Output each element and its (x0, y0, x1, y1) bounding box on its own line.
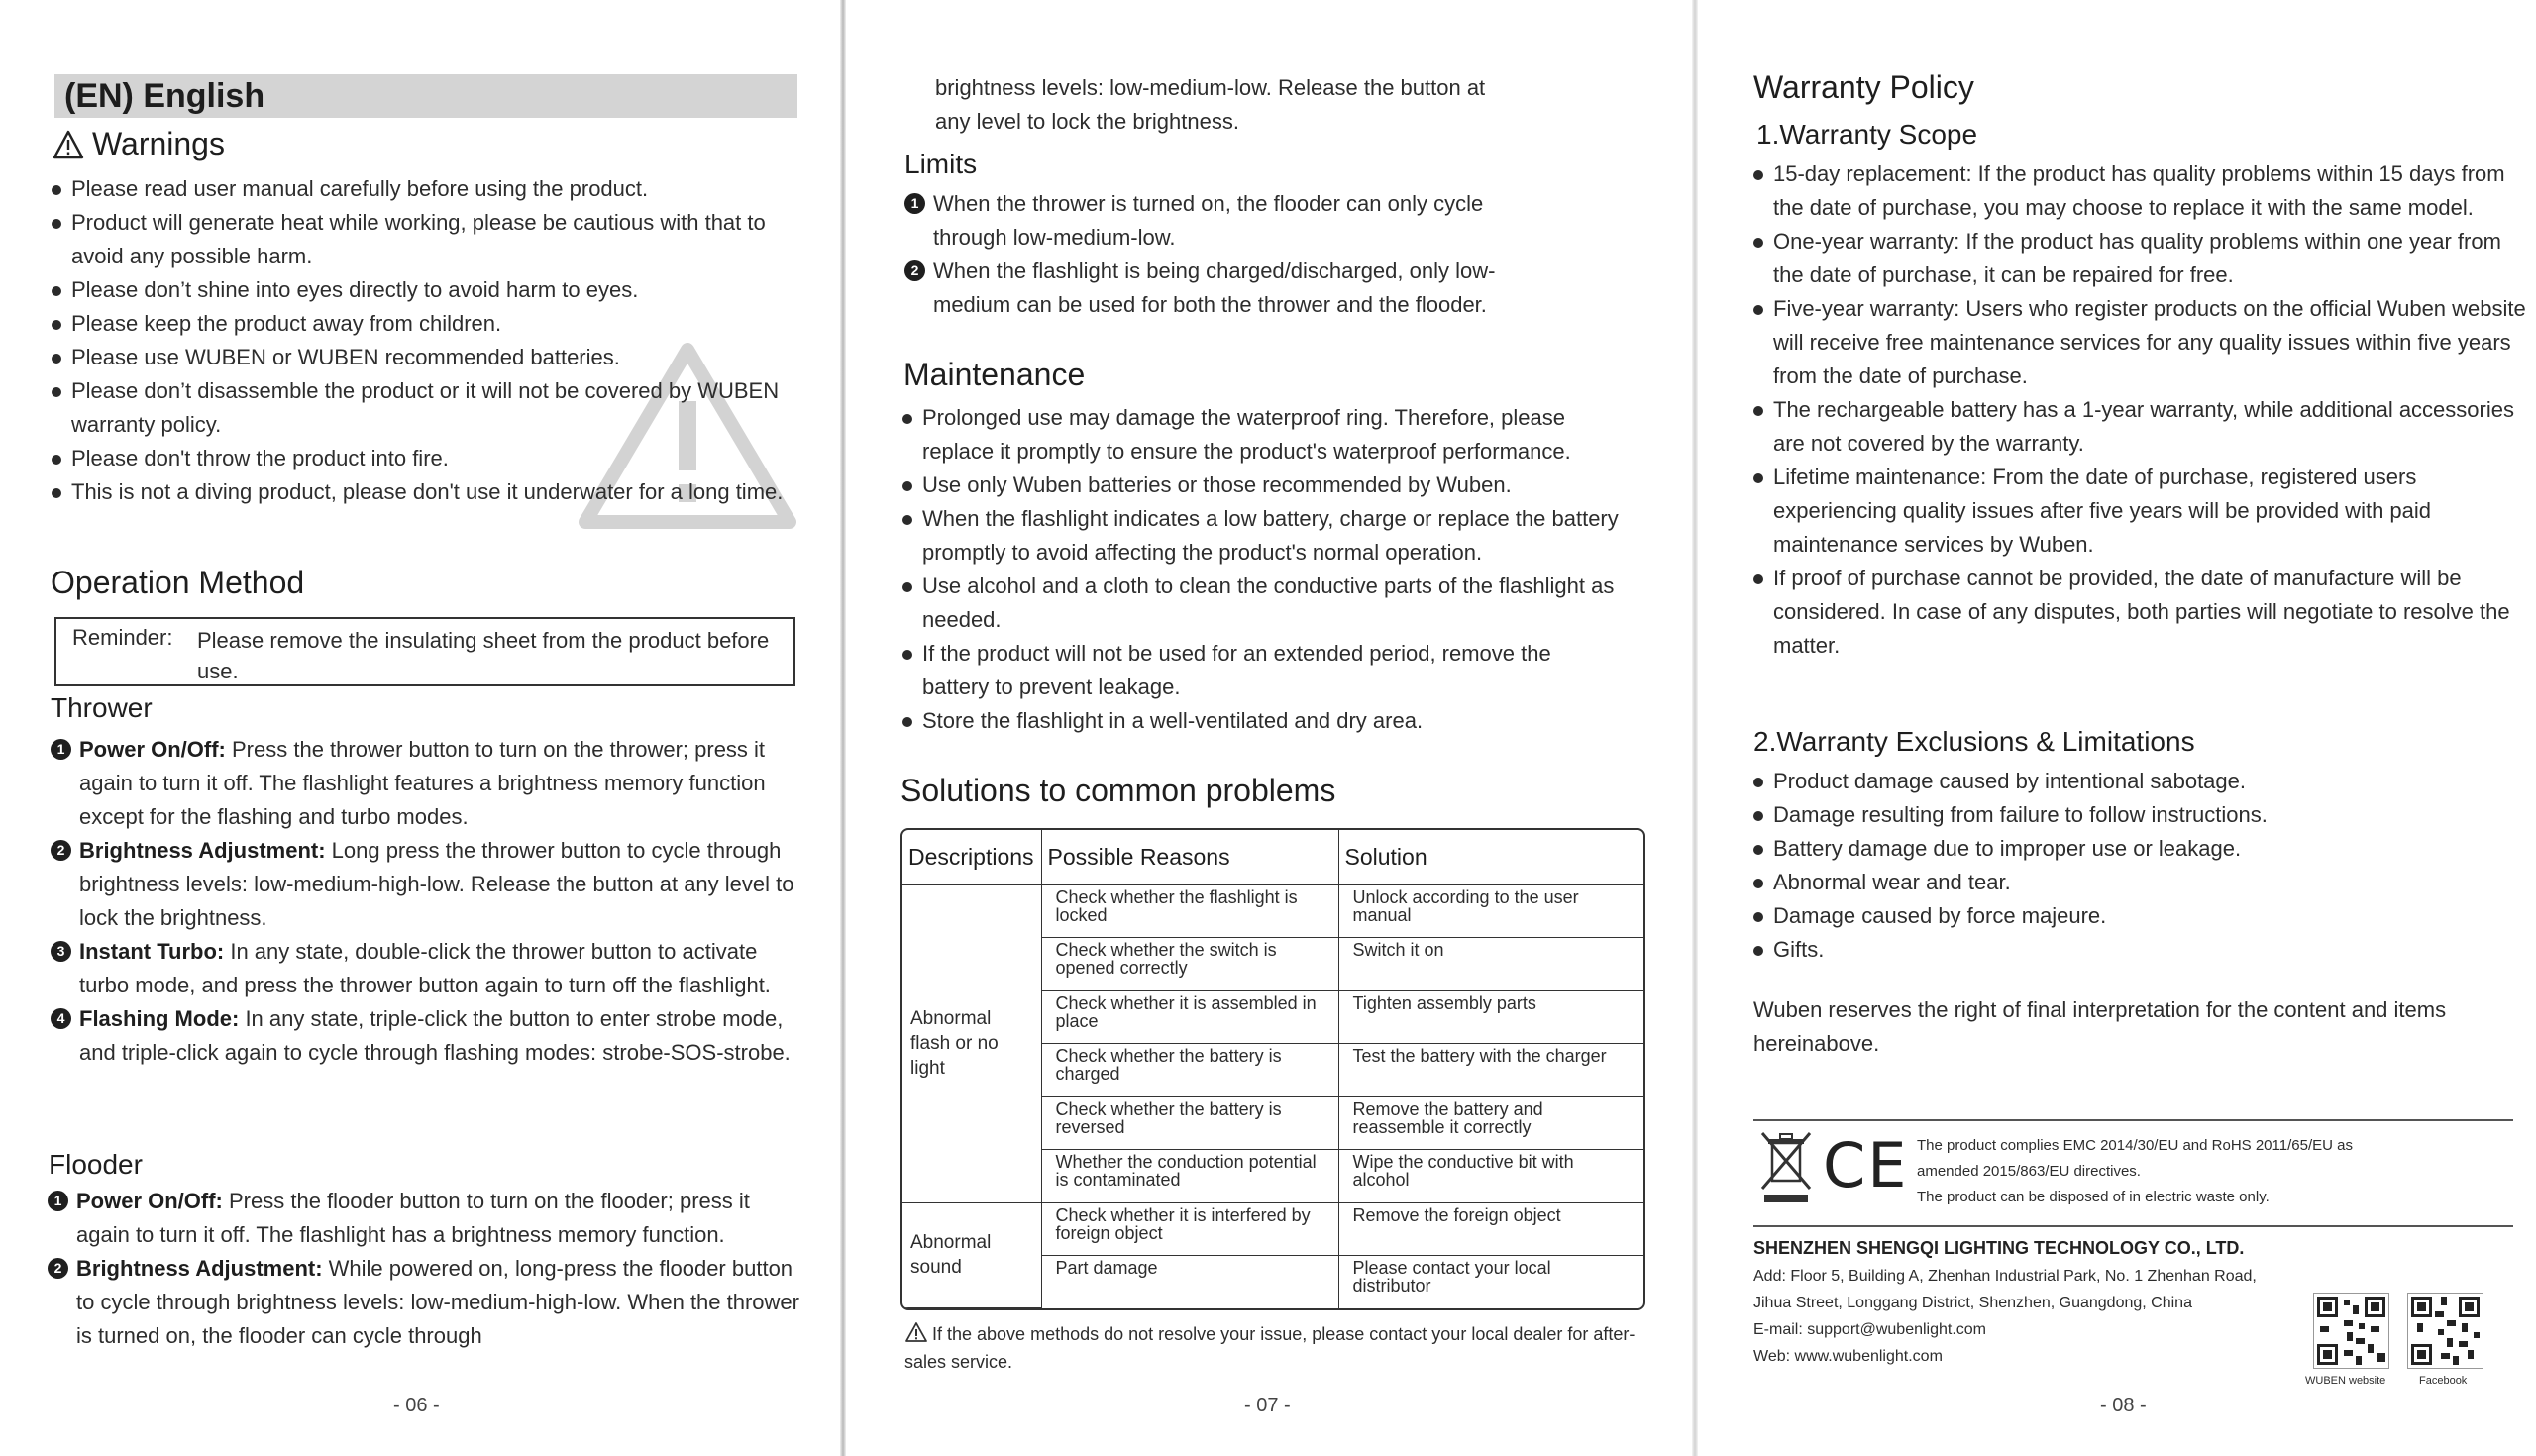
item-text: In any state, double-click the thrower button to activate turbo mode, and press the thrower button again to turn off the flashlight. (79, 939, 771, 997)
language-header: (EN) English (54, 74, 797, 118)
scope-item: One-year warranty: If the product has quality problems within one year from the date of purchase, it can be repaired for free. (1751, 225, 2529, 292)
reason-cell: Check whether the flashlight is locked (1041, 885, 1338, 938)
maintenance-item: Store the flashlight in a well-ventilated and dry area. (900, 704, 1624, 738)
solution-cell: Tighten assembly parts (1338, 990, 1643, 1043)
exclusion-item: Damage caused by force majeure. (1751, 899, 2529, 933)
reserve-text: Wuben reserves the right of final interpretation for the content and items hereinabove. (1753, 997, 2447, 1056)
item-text: Press the flooder button to turn on the flooder; press it again to turn it off. The flashlight has a brightness memory function. (76, 1189, 750, 1247)
scope-item: Five-year warranty: Users who register products on the official Wuben website will receive free maintenance services for any quality issues within five years from the date of purchase. (1751, 292, 2529, 393)
warning-item: Please don’t shine into eyes directly to avoid harm to eyes. (50, 273, 812, 307)
number-badge: 1 (48, 1191, 68, 1211)
page-number: - 07 - (1244, 1395, 1291, 1416)
exclusion-item: Battery damage due to improper use or leakage. (1751, 832, 2529, 866)
solutions-title: Solutions to common problems (900, 773, 1336, 808)
page-number: - 08 - (2100, 1395, 2147, 1416)
operation-method-title: Operation Method (51, 565, 305, 600)
reason-cell: Whether the conduction potential is contaminated (1041, 1150, 1338, 1202)
cert-line-2: amended 2015/863/EU directives. (1917, 1163, 2141, 1180)
reminder-text: Please remove the insulating sheet from the product before use. (197, 628, 770, 683)
item-text: While powered on, long-press the flooder button to cycle through brightness levels: low-medium-high-low. When the thrower is turned on, the flooder can cycle through (76, 1256, 799, 1348)
thrower-list (51, 733, 803, 1070)
divider (1753, 1119, 2513, 1121)
warning-item: This is not a diving product, please don't use it underwater for a long time. (50, 475, 812, 509)
exclusion-item: Gifts. (1751, 933, 2529, 967)
maintenance-item: Use alcohol and a cloth to clean the conductive parts of the flashlight as needed. (900, 570, 1624, 637)
item-text: In any state, triple-click the button to enter strobe mode, and triple-click again to cycle through flashing modes: strobe-SOS-strobe. (79, 1006, 791, 1065)
limit-item (904, 255, 1519, 322)
thrower-item (51, 834, 803, 935)
warnings-list (50, 172, 812, 509)
reason-cell: Check whether the battery is reversed (1041, 1096, 1338, 1149)
maintenance-list (900, 401, 1624, 738)
item-text: When the thrower is turned on, the flooder can only cycle through low-medium-low. (933, 191, 1484, 250)
cert-line-3: The product can be disposed of in electric waste only. (1917, 1189, 2270, 1205)
warning-item: Please don't throw the product into fire. (50, 442, 812, 475)
company-name: SHENZHEN SHENGQI LIGHTING TECHNOLOGY CO., LTD. (1753, 1238, 2245, 1258)
exclusion-item: Product damage caused by intentional sabotage. (1751, 765, 2529, 798)
solution-cell: Remove the foreign object (1338, 1202, 1643, 1255)
warning-item: Please read user manual carefully before using the product. (50, 172, 812, 206)
warnings-heading (53, 126, 225, 162)
number-badge: 2 (904, 260, 925, 281)
item-key: Flashing Mode: (79, 1006, 240, 1031)
scope-item: 15-day replacement: If the product has quality problems within 15 days from the date of purchase, you may choose to replace it with the same model. (1751, 157, 2529, 225)
flooder-title: Flooder (49, 1149, 143, 1180)
item-key: Instant Turbo: (79, 939, 225, 964)
reason-cell: Check whether the battery is charged (1041, 1044, 1338, 1096)
item-key: Power On/Off: (76, 1189, 223, 1213)
reason-cell: Check whether it is assembled in place (1041, 990, 1338, 1043)
item-key: Brightness Adjustment: (76, 1256, 323, 1281)
item-key: Power On/Off: (79, 737, 226, 762)
ce-mark: CE (1823, 1129, 1909, 1201)
flooder-list (48, 1185, 800, 1353)
footnote (904, 1320, 1638, 1376)
solution-cell: Wipe the conductive bit with alcohol (1338, 1150, 1643, 1202)
solution-cell: Please contact your local distributor (1338, 1256, 1643, 1308)
page-fold (840, 0, 846, 1456)
thrower-title: Thrower (51, 692, 153, 723)
item-text: When the flashlight is being charged/discharged, only low-medium can be used for both the thrower and the flooder. (933, 259, 1496, 317)
warranty-exclusions-title: 2.Warranty Exclusions & Limitations (1753, 726, 2195, 757)
exclusion-item: Abnormal wear and tear. (1751, 866, 2529, 899)
warnings-title: Warnings (92, 126, 225, 161)
reason-cell: Check whether the switch is opened correctly (1041, 938, 1338, 990)
number-badge: 1 (51, 739, 71, 760)
solution-cell: Unlock according to the user manual (1338, 885, 1643, 938)
limits-title: Limits (904, 149, 978, 179)
reason-cell: Check whether it is interfered by foreign object (1041, 1202, 1338, 1255)
footnote-text: If the above methods do not resolve your issue, please contact your local dealer for after-sales service. (904, 1324, 1636, 1372)
number-badge: 1 (904, 193, 925, 214)
warning-icon (53, 130, 84, 159)
address-line-1: Add: Floor 5, Building A, Zhenhan Industrial Park, No. 1 Zhenhan Road, (1753, 1268, 2257, 1285)
flooder-item (48, 1252, 800, 1353)
number-badge: 2 (48, 1258, 68, 1279)
continued-text: brightness levels: low-medium-low. Release the button at any level to lock the brightness. (935, 75, 1486, 134)
warning-item: Please use WUBEN or WUBEN recommended batteries. (50, 341, 812, 374)
maintenance-title: Maintenance (903, 357, 1086, 392)
exclusion-item: Damage resulting from failure to follow instructions. (1751, 798, 2529, 832)
item-text: Press the thrower button to turn on the thrower; press it again to turn it off. The flashlight features a brightness memory function except for the flashing and turbo modes. (79, 737, 766, 829)
reminder-box (54, 617, 795, 686)
maintenance-item: Use only Wuben batteries or those recommended by Wuben. (900, 468, 1624, 502)
page-fold (1692, 0, 1698, 1456)
description-cell: Abnormal flash or no light (902, 885, 1041, 1203)
warranty-title: Warranty Policy (1753, 69, 1974, 105)
table-header-row (902, 830, 1643, 885)
warranty-scope-list (1751, 157, 2529, 663)
warning-item: Please keep the product away from children. (50, 307, 812, 341)
solution-cell: Remove the battery and reassemble it correctly (1338, 1096, 1643, 1149)
number-badge: 2 (51, 840, 71, 861)
reason-cell: Part damage (1041, 1256, 1338, 1308)
warranty-scope-title: 1.Warranty Scope (1756, 119, 1978, 150)
flooder-item (48, 1185, 800, 1252)
solution-cell: Test the battery with the charger (1338, 1044, 1643, 1096)
number-badge: 4 (51, 1008, 71, 1029)
page-08 (1699, 0, 2536, 1456)
description-cell: Abnormal sound (902, 1202, 1041, 1307)
table-row (902, 885, 1643, 938)
solution-cell: Switch it on (1338, 938, 1643, 990)
reminder-label: Reminder: (72, 625, 173, 650)
number-badge: 3 (51, 941, 71, 962)
qr-label-website: WUBEN website (2305, 1375, 2386, 1387)
certification-text (1917, 1133, 2511, 1210)
thrower-item (51, 1002, 803, 1070)
table-row (902, 1202, 1643, 1255)
item-text: Long press the thrower button to cycle through brightness levels: low-medium-high-low. Release the button at any level to lock the brightness. (79, 838, 794, 930)
website: Web: www.wubenlight.com (1753, 1348, 1943, 1365)
divider (1753, 1225, 2513, 1227)
limit-item (904, 187, 1519, 255)
warning-item: Product will generate heat while working, please be cautious with that to avoid any possible harm. (50, 206, 812, 273)
warning-icon (904, 1321, 928, 1343)
scope-item: If proof of purchase cannot be provided, the date of manufacture will be considered. In case of any disputes, both parties will negotiate to resolve the matter. (1751, 562, 2529, 663)
scope-item: Lifetime maintenance: From the date of purchase, registered users experiencing quality issues after five years will be provided with paid maintenance services by Wuben. (1751, 461, 2529, 562)
solutions-table (900, 828, 1645, 1310)
item-key: Brightness Adjustment: (79, 838, 326, 863)
qr-code-website[interactable] (2313, 1293, 2389, 1369)
col-header: Solution (1338, 830, 1643, 885)
warranty-exclusions-list (1751, 765, 2529, 967)
address-line-2: Jihua Street, Longgang District, Shenzhen, Guangdong, China (1753, 1295, 2192, 1311)
maintenance-item: If the product will not be used for an extended period, remove the battery to prevent leakage. (900, 637, 1624, 704)
qr-label-facebook: Facebook (2419, 1375, 2468, 1387)
maintenance-item: When the flashlight indicates a low battery, charge or replace the battery promptly to avoid affecting the product's normal operation. (900, 502, 1624, 570)
email: E-mail: support@wubenlight.com (1753, 1321, 1987, 1338)
col-header: Possible Reasons (1041, 830, 1338, 885)
thrower-item (51, 935, 803, 1002)
weee-bin-icon (1758, 1129, 1814, 1206)
page-06 (0, 0, 842, 1456)
qr-code-facebook[interactable] (2407, 1293, 2483, 1369)
col-header: Descriptions (902, 830, 1041, 885)
warning-item: Please don’t disassemble the product or it will not be covered by WUBEN warranty policy. (50, 374, 812, 442)
maintenance-item: Prolonged use may damage the waterproof ring. Therefore, please replace it promptly to ensure the product's waterproof performance. (900, 401, 1624, 468)
limits-list (904, 187, 1519, 322)
scope-item: The rechargeable battery has a 1-year warranty, while additional accessories are not covered by the warranty. (1751, 393, 2529, 461)
thrower-item (51, 733, 803, 834)
page-number: - 06 - (393, 1395, 440, 1416)
cert-line-1: The product complies EMC 2014/30/EU and RoHS 2011/65/EU as (1917, 1137, 2353, 1154)
